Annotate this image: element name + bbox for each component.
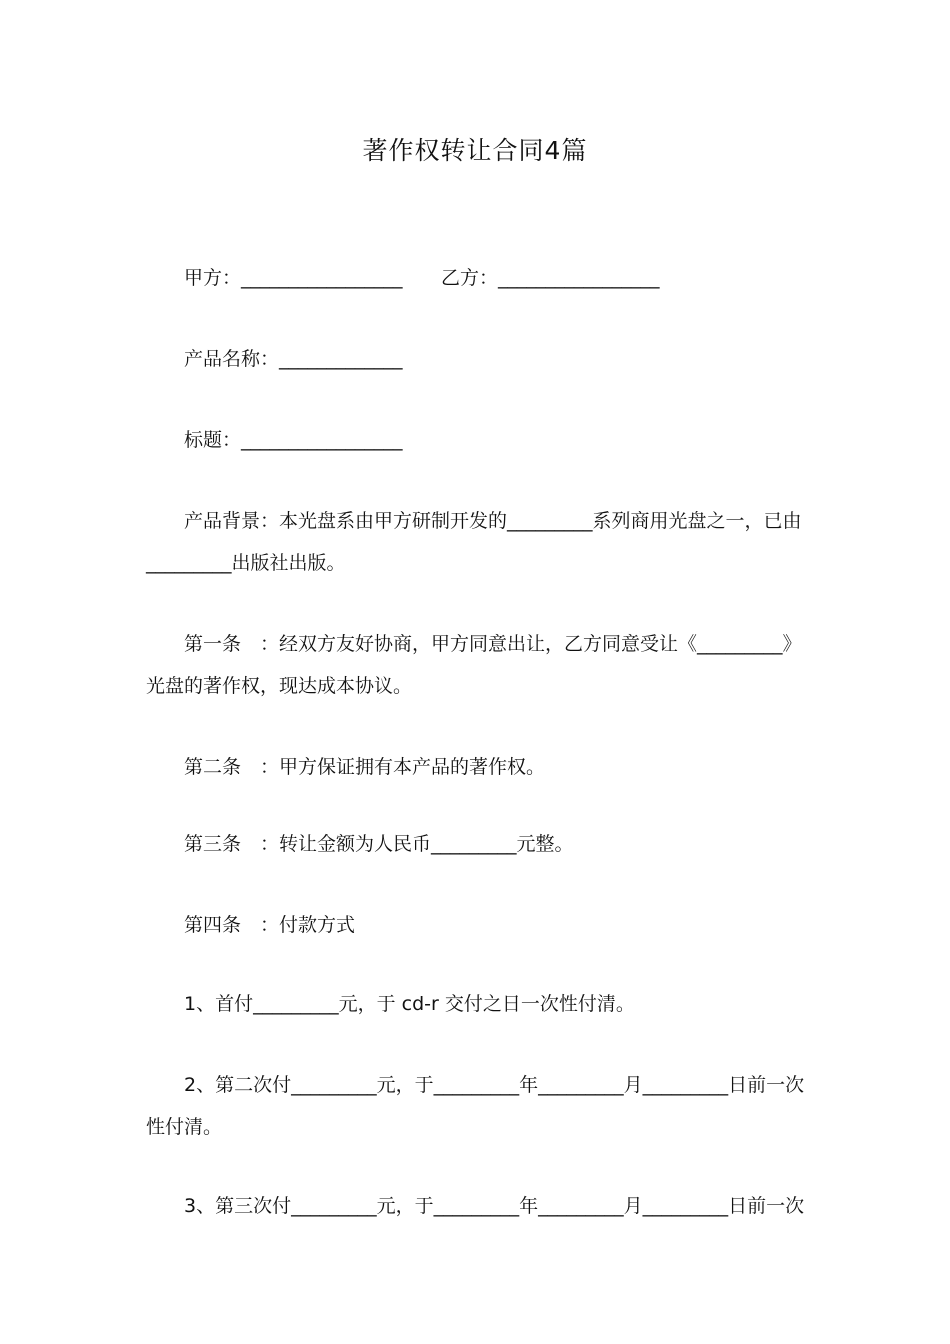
subject-field: 标题：_________________ [184,429,403,451]
payment-item-3-line-1: 3、第三次付_________元，于_________年_________月_________日前一次 [184,1195,805,1217]
party-b-field: 乙方：_________________ [441,267,660,289]
party-a-field: 甲方：_________________ [184,267,403,289]
article-4: 第四条 ：付款方式 [184,914,356,936]
background-paragraph-line-2: _________出版社出版。 [146,552,346,574]
payment-item-2-line-2: 性付清。 [146,1116,223,1138]
background-paragraph-line-1: 产品背景：本光盘系由甲方研制开发的_________系列商用光盘之一，已由 [184,510,802,532]
article-1-line-1: 第一条 ：经双方友好协商，甲方同意出让，乙方同意受让《_________》 [184,633,802,655]
payment-item-1: 1、首付_________元，于 cd-r 交付之日一次性付清。 [184,993,635,1015]
article-1-line-2: 光盘的著作权，现达成本协议。 [146,675,413,697]
article-2: 第二条 ：甲方保证拥有本产品的著作权。 [184,756,546,778]
article-3: 第三条 ：转让金额为人民币_________元整。 [184,833,574,855]
payment-item-2-line-1: 2、第二次付_________元，于_________年_________月_________日前一次 [184,1074,805,1096]
product-name-field: 产品名称：_____________ [184,348,403,370]
document-title: 著作权转让合同4篇 [362,136,588,165]
